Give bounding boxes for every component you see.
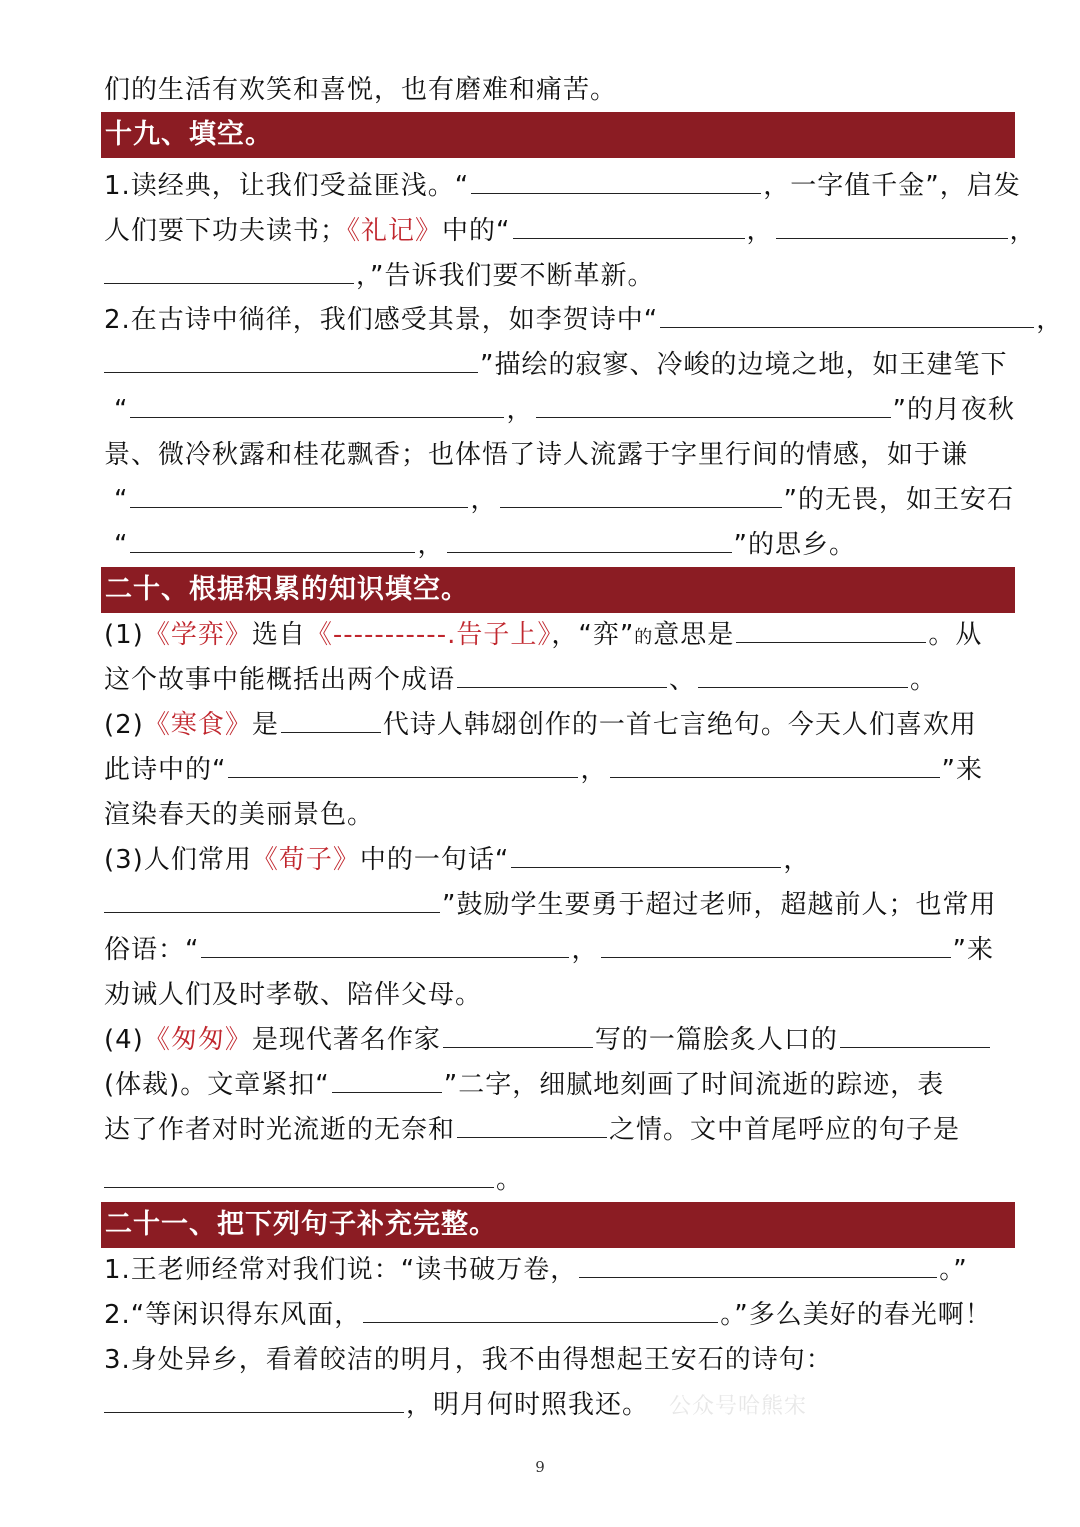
text-line: 这个故事中能概括出两个成语 、 。	[104, 658, 1016, 702]
page-number: 9	[535, 1458, 545, 1476]
text-line: 此诗中的“ ， ”来	[104, 748, 1016, 792]
text-line: ”描绘的寂寥、冷峻的边境之地，如王建笔下	[104, 343, 1016, 387]
text-line: 们的生活有欢笑和喜悦，也有磨难和痛苦。	[104, 75, 618, 105]
text-line: 俗语：“ ， ”来	[104, 928, 1016, 972]
answer-blank[interactable]	[513, 212, 745, 239]
answer-blank[interactable]	[104, 346, 478, 373]
question-20-1-line: (1)《学弈》选自《-----------.告子上》，“弈”的意思是 。从	[104, 613, 1016, 657]
answer-blank[interactable]	[104, 257, 354, 284]
book-title: 《学弈》	[143, 620, 252, 650]
book-title: 《荀子》	[251, 845, 360, 875]
text-line: “ ， ”的思乡。	[104, 523, 1016, 567]
section-19-header	[101, 112, 1015, 158]
section-title: 二十一、把下列句子补充完整。	[105, 1209, 497, 1240]
answer-blank[interactable]	[104, 1161, 494, 1188]
text-line: “ ， ”的无畏，如王安石	[104, 478, 1016, 522]
answer-blank[interactable]	[130, 391, 504, 418]
text-line: 达了作者对时光流逝的无奈和 之情。文中首尾呼应的句子是	[104, 1108, 1016, 1152]
question-19-1-line: 1.读经典，让我们受益匪浅。“ ，一字值千金”，启发	[104, 164, 1016, 208]
answer-blank[interactable]	[281, 706, 381, 733]
answer-blank[interactable]	[457, 1111, 607, 1138]
watermark: 公众号哈熊宋	[669, 1394, 808, 1419]
book-title: 《-----------.告子上》	[305, 620, 552, 650]
answer-blank[interactable]	[776, 212, 1008, 239]
section-21-header	[101, 1202, 1015, 1248]
answer-blank[interactable]	[579, 1251, 937, 1278]
section-20-header	[101, 567, 1015, 613]
answer-blank[interactable]	[447, 526, 732, 553]
answer-blank[interactable]	[471, 167, 761, 194]
answer-blank[interactable]	[332, 1066, 442, 1093]
answer-blank[interactable]	[601, 931, 951, 958]
answer-blank[interactable]	[457, 661, 667, 688]
book-title: 《匆匆》	[143, 1025, 252, 1055]
answer-blank[interactable]	[228, 751, 578, 778]
answer-blank[interactable]	[500, 481, 782, 508]
book-title: 《寒食》	[143, 710, 252, 740]
text-line: 渲染春天的美丽景色。	[104, 800, 375, 830]
answer-blank[interactable]	[698, 661, 908, 688]
answer-blank[interactable]	[363, 1296, 718, 1323]
answer-blank[interactable]	[443, 1021, 593, 1048]
text-line: 劝诫人们及时孝敬、陪伴父母。	[104, 980, 483, 1010]
question-21-1-line: 1.王老师经常对我们说：“读书破万卷， 。”	[104, 1248, 1016, 1292]
question-21-2-line: 2.“等闲识得东风面， 。”多么美好的春光啊！	[104, 1293, 1016, 1337]
section-title: 十九、填空。	[105, 119, 273, 150]
answer-blank[interactable]	[660, 301, 1034, 328]
text-line: ，”告诉我们要不断革新。	[104, 254, 1016, 298]
question-20-3-line: (3)人们常用《荀子》中的一句话“ ，	[104, 838, 1016, 882]
answer-blank[interactable]	[201, 931, 569, 958]
answer-blank[interactable]	[511, 841, 781, 868]
text-line: ，明月何时照我还。 公众号哈熊宋	[104, 1383, 1016, 1427]
section-title: 二十、根据积累的知识填空。	[105, 574, 469, 605]
answer-blank[interactable]	[840, 1021, 990, 1048]
text-line: (体裁)。文章紧扣“ ”二字，细腻地刻画了时间流逝的踪迹，表	[104, 1063, 1016, 1107]
book-title: 《礼记》	[347, 216, 443, 246]
text-line: 。	[104, 1158, 1016, 1202]
answer-blank[interactable]	[130, 481, 468, 508]
answer-blank[interactable]	[104, 886, 440, 913]
question-20-2-line: (2)《寒食》是 代诗人韩翃创作的一首七言绝句。今天人们喜欢用	[104, 703, 1016, 747]
text-line: ”鼓励学生要勇于超过老师，超越前人；也常用	[104, 883, 1016, 927]
question-20-4-line: (4)《匆匆》是现代著名作家 写的一篇脍炙人口的	[104, 1018, 1016, 1062]
answer-blank[interactable]	[536, 391, 891, 418]
text-line: 人们要下功夫读书；《礼记》中的“ ， ，	[104, 209, 1016, 253]
text-line: 景、微冷秋露和桂花飘香；也体悟了诗人流露于字里行间的情感，如于谦	[104, 440, 969, 470]
text-line: “ ， ”的月夜秋	[104, 388, 1016, 432]
question-21-3-line: 3.身处异乡，看着皎洁的明月，我不由得想起王安石的诗句：	[104, 1345, 833, 1375]
answer-blank[interactable]	[130, 526, 415, 553]
answer-blank[interactable]	[610, 751, 940, 778]
answer-blank[interactable]	[736, 616, 926, 643]
question-19-2-line: 2.在古诗中徜徉，我们感受其景，如李贺诗中“ ，	[104, 298, 1016, 342]
answer-blank[interactable]	[104, 1386, 404, 1413]
